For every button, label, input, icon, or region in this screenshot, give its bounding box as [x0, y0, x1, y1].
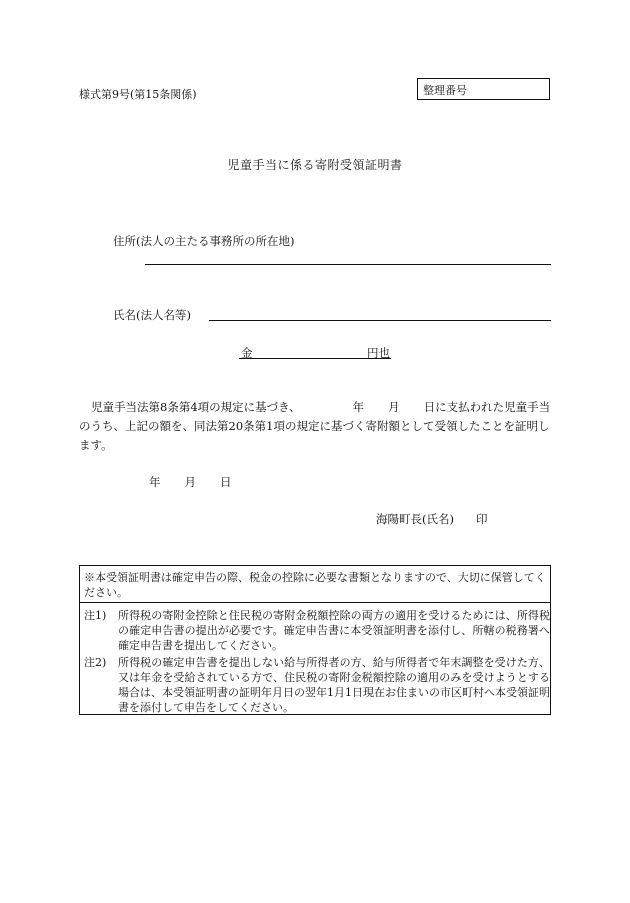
amount-enya-label: 円也 — [367, 346, 390, 360]
body-line-3: ます。 — [79, 438, 113, 452]
notice-header: ※本受領証明書は確定申告の際、税金の控除に必要な書類となりますので、大切に保管してください。 — [84, 571, 546, 599]
notice-divider — [80, 602, 550, 603]
seiri-bango-box — [417, 78, 550, 100]
body-year: 年 — [352, 400, 365, 414]
address-label: 住所(法人の主たる事務所の所在地) — [113, 234, 295, 248]
seiri-bango-label: 整理番号 — [423, 84, 467, 97]
body-line-2: のうち、上記の額を、同法第20条第1項の規定に基づく寄附額として受領したことを証明し — [79, 419, 550, 433]
certification-date — [149, 474, 232, 490]
body-month: 月 — [388, 400, 400, 414]
date-day: 日 — [220, 475, 232, 489]
seal-mark: 印 — [475, 512, 488, 526]
amount-field-line[interactable] — [239, 358, 391, 359]
mayor-label: 海陽町長(氏名) — [376, 512, 454, 526]
certification-body — [79, 398, 554, 455]
note-text: 所得税の確定申告書を提出しない給与所得者の方、給与所得者で年末調整を受けた方、又は年金を受給されている方で、住民税の寄附金税額控除の適用のみを受けようとする場合は、本受領証明書の証明年月日の翌年1月1日現在お住まいの市区町村へ本受領証明書を添付して申告をしてください。 — [118, 656, 550, 714]
form-number: 様式第9号(第15条関係) — [79, 88, 197, 101]
note-label: 注2) — [84, 656, 107, 669]
date-year: 年 — [149, 475, 161, 489]
document-title: 児童手当に係る寄附受領証明書 — [227, 158, 403, 172]
body-line1-a: 児童手当法第8条第4項の規定に基づき、 — [91, 400, 301, 414]
amount-kin-label: 金 — [241, 346, 253, 360]
note-label: 注1) — [84, 609, 107, 622]
body-line1-b: 日に支払われた児童手当 — [423, 400, 551, 414]
name-field-line[interactable] — [209, 320, 551, 321]
mayor-signature — [376, 511, 487, 527]
date-month: 月 — [184, 475, 196, 489]
body-line-1 — [79, 398, 554, 417]
note-text: 所得税の寄附金控除と住民税の寄附金税額控除の両方の適用を受けるためには、所得税の確定申告書の提出が必要です。確定申告書に本受領証明書を添付し、所轄の税務署へ確定申告書を提出してください。 — [118, 609, 550, 652]
notice-box — [79, 565, 551, 715]
address-field-line[interactable] — [145, 264, 551, 265]
name-label: 氏名(法人名等) — [113, 308, 191, 322]
